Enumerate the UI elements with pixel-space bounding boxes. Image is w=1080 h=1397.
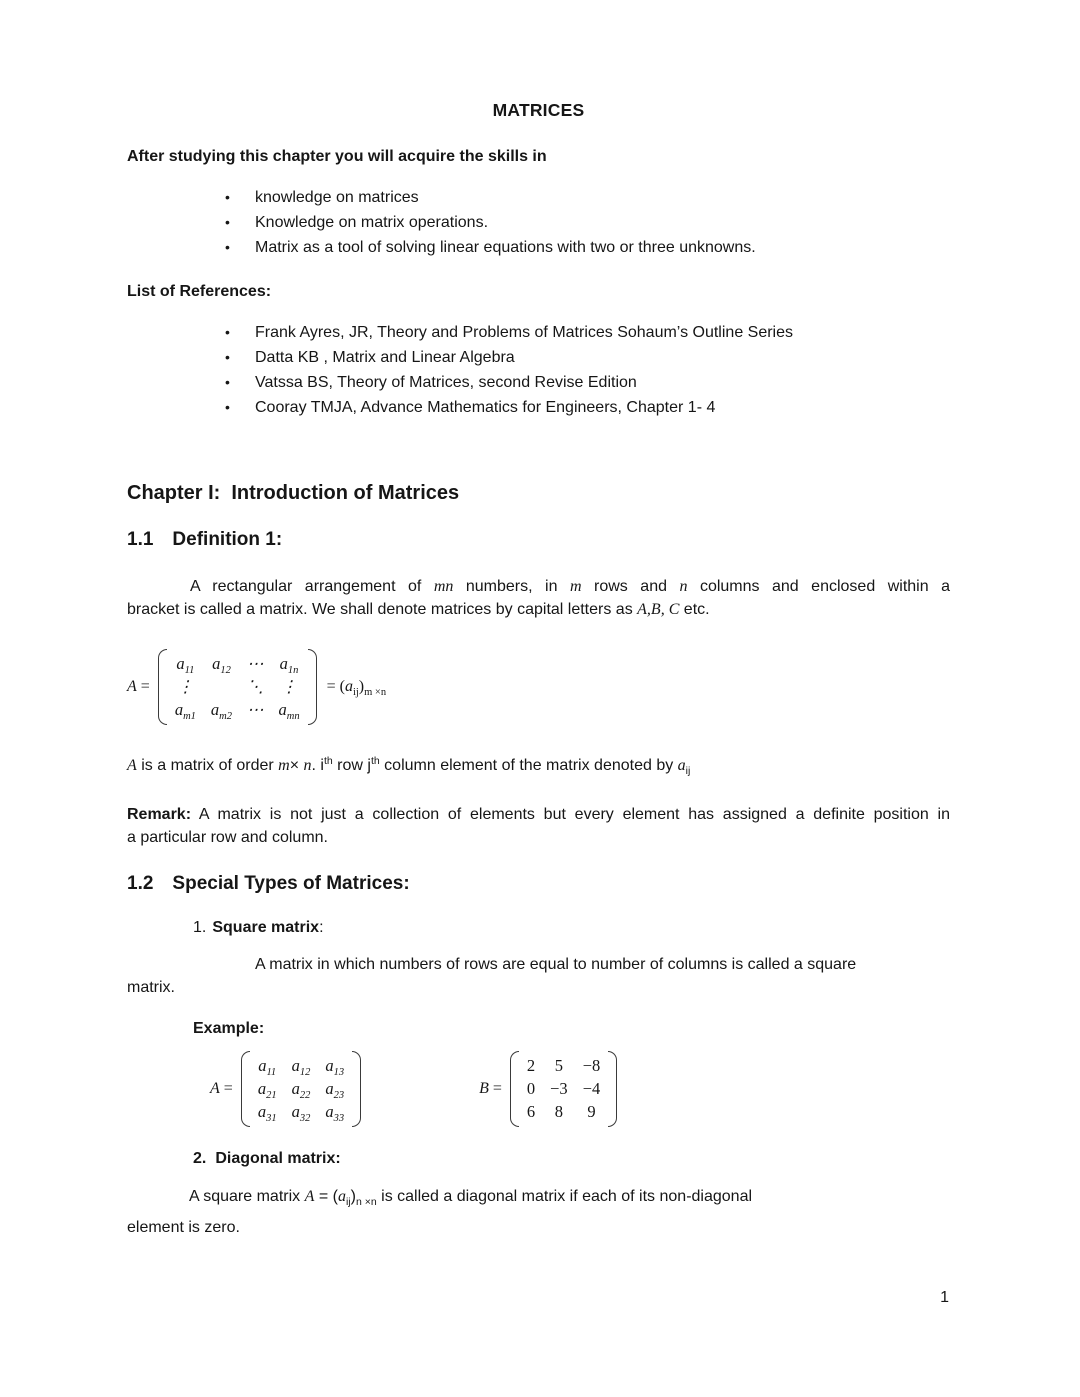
matrix-cell: 9 <box>587 1102 596 1121</box>
list-item-text: Cooray TMJA, Advance Mathematics for Engineers, Chapter 1- 4 <box>255 399 716 416</box>
list-item-text: Frank Ayres, JR, Theory and Problems of Matrices Sohaum’s Outline Series <box>255 324 794 341</box>
matrix-cell: $a_{1n}$ <box>279 654 299 676</box>
matrix-cell: $a_{m2}$ <box>210 700 232 722</box>
paragraph-line <box>127 803 950 826</box>
matrix-cell: $a_{21}$ <box>257 1079 277 1101</box>
formula-rhs: = $(a_{ij})_{m \times n}$ <box>326 678 387 698</box>
matrix-grid <box>524 1051 603 1127</box>
section-title: Special Types of Matrices: <box>172 873 410 894</box>
section-number: 1.2 <box>127 873 154 894</box>
matrix-grid <box>172 649 303 725</box>
example-matrices-row <box>127 1051 950 1127</box>
matrix-cell: −3 <box>550 1079 568 1098</box>
chapter-title: Introduction of Matrices <box>231 482 460 504</box>
list-item-text: Knowledge on matrix operations. <box>255 214 489 231</box>
list-item <box>127 395 950 420</box>
skills-heading: After studying this chapter you will acquire the skills in <box>127 148 547 165</box>
chapter-label: Chapter I: <box>127 482 221 504</box>
matrix-cell: $a_{12}$ <box>212 654 231 676</box>
remark-paragraph <box>127 803 950 849</box>
paragraph-line: A matrix in which numbers of rows are equal to number of columns is called a square <box>255 956 857 973</box>
left-paren-icon <box>510 1051 519 1127</box>
list-item-text: Matrix as a tool of solving linear equations with two or three unknowns. <box>255 239 756 256</box>
right-paren-icon <box>308 649 317 725</box>
matrix-cell: $a_{11}$ <box>258 1056 277 1078</box>
section-heading-special-types <box>127 873 950 895</box>
skills-list <box>127 185 950 260</box>
matrix-b <box>510 1051 617 1127</box>
paragraph-line: bracket is called a matrix. We shall denote matrices by capital letters as A,B, C etc. <box>127 601 710 618</box>
matrix-order-line: A is a matrix of order m× n. $i^{th}$ row $j^{th}$ column element of the matrix denoted by $a_{ij}$ <box>127 755 691 777</box>
matrix-grid <box>255 1051 347 1127</box>
example-heading-label: Example: <box>193 1020 265 1037</box>
matrix-cell: 5 <box>554 1056 564 1075</box>
page-number: 1 <box>940 1289 949 1306</box>
matrix-cell: 2 <box>526 1056 536 1075</box>
item-label: Diagonal matrix <box>215 1150 336 1167</box>
list-item <box>127 210 950 235</box>
right-paren-icon <box>352 1051 361 1127</box>
definition-paragraph <box>127 575 950 621</box>
diagonal-matrix-paragraph <box>127 1185 950 1239</box>
matrix-cell: 8 <box>554 1102 564 1121</box>
item-number: 2. <box>193 1150 207 1167</box>
list-item <box>127 345 950 370</box>
matrix-cell: ⋯ <box>247 654 264 673</box>
matrix-cell: 6 <box>526 1102 536 1121</box>
matrix-cell: $a_{23}$ <box>325 1079 345 1101</box>
formula-lhs: B = <box>479 1080 506 1097</box>
matrix-definition-formula <box>127 649 950 725</box>
matrix-cell: $a_{31}$ <box>257 1102 277 1124</box>
matrix-a <box>241 1051 361 1127</box>
matrix-cell: ⋮ <box>280 677 298 696</box>
example-matrix-a <box>210 1051 361 1127</box>
section-title: Definition 1: <box>172 529 283 550</box>
square-matrix-paragraph <box>127 953 950 999</box>
square-matrix-item <box>193 919 950 937</box>
matrix-cell: $a_{m1}$ <box>174 700 196 722</box>
matrix-cell: ⋯ <box>247 700 264 719</box>
matrix-cell: $a_{mn}$ <box>278 700 300 722</box>
left-paren-icon <box>241 1051 250 1127</box>
bullet-icon: • <box>225 324 230 340</box>
matrix-cell: $a_{13}$ <box>325 1056 345 1078</box>
section-heading-definition <box>127 529 950 551</box>
references-list <box>127 320 950 420</box>
list-item <box>127 320 950 345</box>
item-number: 1. <box>193 919 207 936</box>
bullet-icon: • <box>225 189 230 205</box>
list-item-text: Datta KB , Matrix and Linear Algebra <box>255 349 515 366</box>
right-paren-icon <box>608 1051 617 1127</box>
matrix-cell: $a_{11}$ <box>176 654 195 676</box>
item-colon: : <box>335 1150 341 1167</box>
matrix-cell: −8 <box>582 1056 601 1075</box>
paragraph-line: element is zero. <box>127 1219 240 1236</box>
list-item-text: Vatssa BS, Theory of Matrices, second Revise Edition <box>255 374 637 391</box>
paragraph-line: A rectangular arrangement of mn numbers, in m rows and n columns and enclosed within a <box>190 578 950 595</box>
matrix-cell: $a_{12}$ <box>291 1056 311 1078</box>
list-item <box>127 185 950 210</box>
bullet-icon: • <box>225 349 230 365</box>
paragraph-line: a particular row and column. <box>127 829 328 846</box>
definition-matrix <box>158 649 317 725</box>
diagonal-matrix-item <box>193 1150 950 1168</box>
list-item <box>127 370 950 395</box>
remark-label: Remark: <box>127 806 192 823</box>
remark-text: A matrix is not just a collection of elements but every element has assigned a definite position in <box>191 806 950 823</box>
example-matrix-b <box>479 1051 617 1127</box>
item-colon: : <box>319 919 324 936</box>
section-number: 1.1 <box>127 529 154 550</box>
chapter-heading <box>127 482 950 505</box>
bullet-icon: • <box>225 239 230 255</box>
matrix-cell: $a_{32}$ <box>291 1102 311 1124</box>
matrix-cell: ⋮ <box>177 677 194 696</box>
formula-lhs: A = <box>210 1080 237 1097</box>
left-paren-icon <box>158 649 167 725</box>
paragraph-line: A square matrix $A = (a_{ij})_{n \times n}$ is called a diagonal matrix if each of its non-diagonal <box>189 1188 753 1208</box>
example-heading <box>193 1020 950 1038</box>
bullet-icon: • <box>225 214 230 230</box>
matrix-cell: $a_{22}$ <box>291 1079 311 1101</box>
paragraph-line: matrix. <box>127 979 175 996</box>
matrix-cell: ⋱ <box>247 677 264 696</box>
matrix-cell: −4 <box>582 1079 601 1098</box>
page-title: MATRICES <box>492 100 585 120</box>
item-label: Square matrix <box>212 919 320 936</box>
matrix-cell: 0 <box>526 1079 536 1098</box>
bullet-icon: • <box>225 374 230 390</box>
list-item <box>127 235 950 260</box>
references-heading: List of References: <box>127 283 272 300</box>
bullet-icon: • <box>225 399 230 415</box>
list-item-text: knowledge on matrices <box>255 189 419 206</box>
matrix-cell: $a_{33}$ <box>325 1102 345 1124</box>
formula-lhs: A = <box>127 678 154 695</box>
